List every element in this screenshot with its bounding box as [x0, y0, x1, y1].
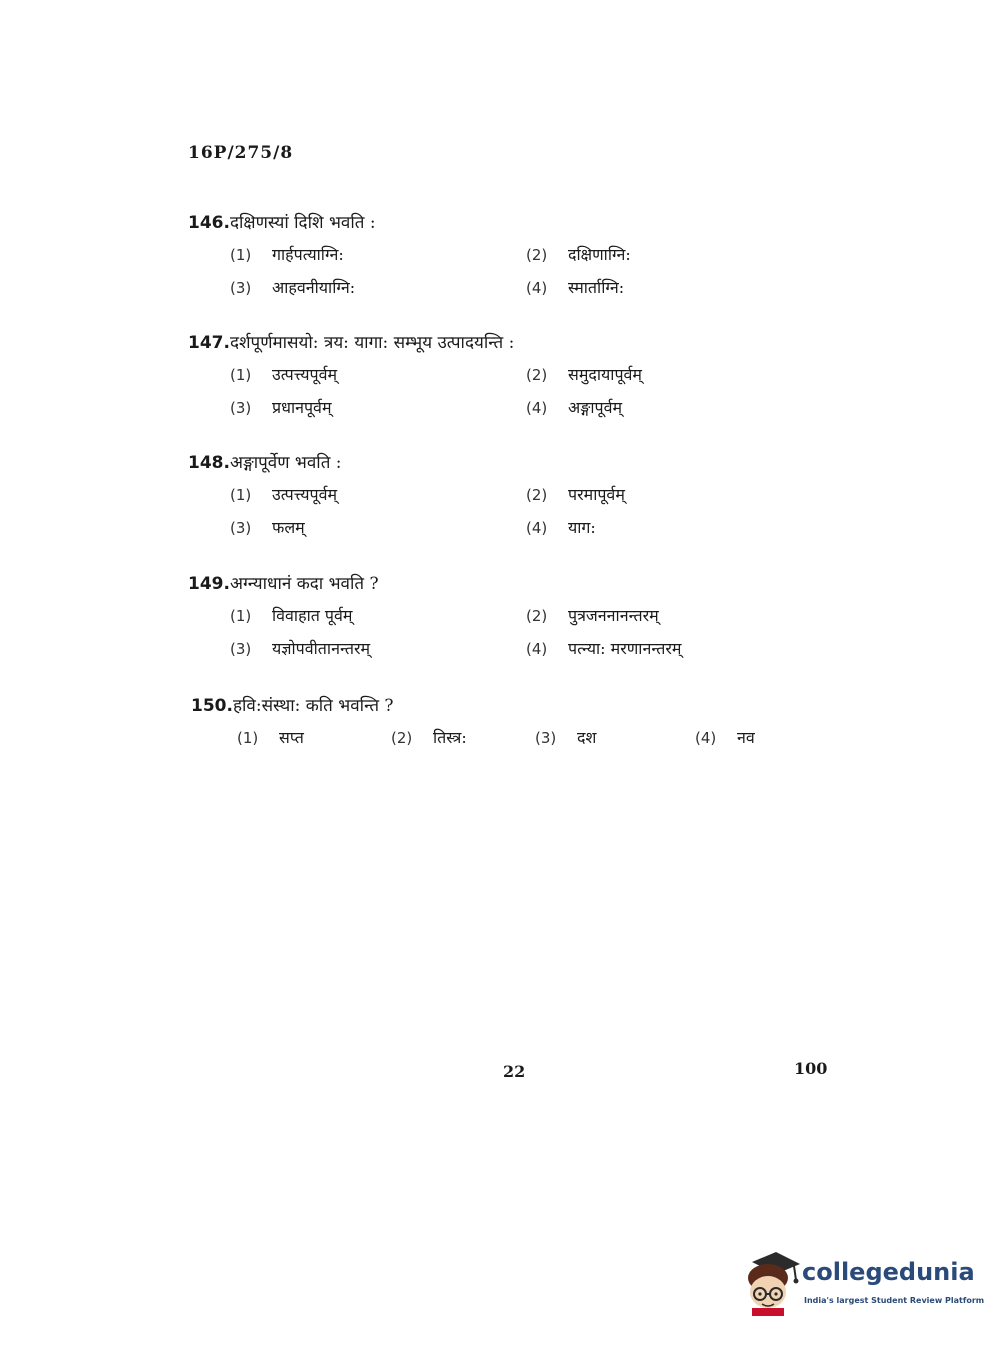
option-1: (1) गार्हपत्याग्नि: [230, 245, 344, 264]
question-text: अङ्गापूर्वेण भवति : [229, 453, 342, 473]
options [230, 483, 828, 549]
question-number: 150. [191, 696, 233, 716]
option-2: (2) पुत्रजननानन्तरम् [526, 606, 659, 625]
question-text: अग्न्याधानं कदा भवति ? [229, 574, 379, 594]
option-2: (2) परमापूर्वम् [526, 485, 625, 504]
options [230, 363, 828, 429]
collegedunia-logo [742, 1248, 985, 1318]
question-147 [188, 332, 828, 429]
question-stem [188, 452, 828, 474]
option-4: (4) नव [695, 728, 755, 747]
logo-tagline: India's largest Student Review Platform [804, 1296, 985, 1305]
option-3: (3) दश [535, 728, 597, 747]
option-3: (3) फलम् [230, 518, 305, 537]
option-4: (4) स्मार्ताग्नि: [526, 278, 625, 297]
option-1: (1) उत्पत्त्यपूर्वम् [230, 485, 338, 504]
option-1: (1) सप्त [237, 728, 304, 747]
question-number: 147. [188, 333, 230, 353]
mascot-icon [742, 1248, 802, 1318]
question-stem [188, 212, 828, 234]
option-4: (4) पत्न्या: मरणानन्तरम् [526, 639, 682, 658]
question-text: हवि:संस्था: कति भवन्ति ? [232, 696, 394, 716]
option-4: (4) अङ्गापूर्वम् [526, 398, 623, 417]
page-number: 22 [503, 1062, 526, 1081]
option-2: (2) समुदायापूर्वम् [526, 365, 643, 384]
question-149 [188, 573, 828, 670]
option-4: (4) याग: [526, 518, 596, 537]
options [233, 726, 831, 756]
option-3: (3) आहवनीयाग्नि: [230, 278, 356, 297]
question-stem [191, 695, 831, 717]
option-2: (2) दक्षिणाग्नि: [526, 245, 631, 264]
question-stem [188, 332, 828, 354]
question-148 [188, 452, 828, 549]
question-stem [188, 573, 828, 595]
logo-wordmark: collegedunia [802, 1258, 975, 1286]
option-1: (1) विवाहात पूर्वम् [230, 606, 353, 625]
option-2: (2) तिस्त्र: [391, 728, 467, 747]
question-146 [188, 212, 828, 309]
question-number: 146. [188, 213, 230, 233]
options [230, 243, 828, 309]
paper-code: 16P/275/8 [188, 143, 294, 163]
option-3: (3) प्रधानपूर्वम् [230, 398, 332, 417]
question-number: 148. [188, 453, 230, 473]
options [230, 604, 828, 670]
option-1: (1) उत्पत्त्यपूर्वम् [230, 365, 338, 384]
question-number: 149. [188, 574, 230, 594]
page-total: 100 [794, 1059, 828, 1078]
option-3: (3) यज्ञोपवीतानन्तरम् [230, 639, 371, 658]
question-150 [191, 695, 831, 756]
question-text: दक्षिणस्यां दिशि भवति : [229, 213, 376, 233]
question-text: दर्शपूर्णमासयो: त्रय: यागा: सम्भूय उत्पादयन्ति : [229, 333, 515, 353]
